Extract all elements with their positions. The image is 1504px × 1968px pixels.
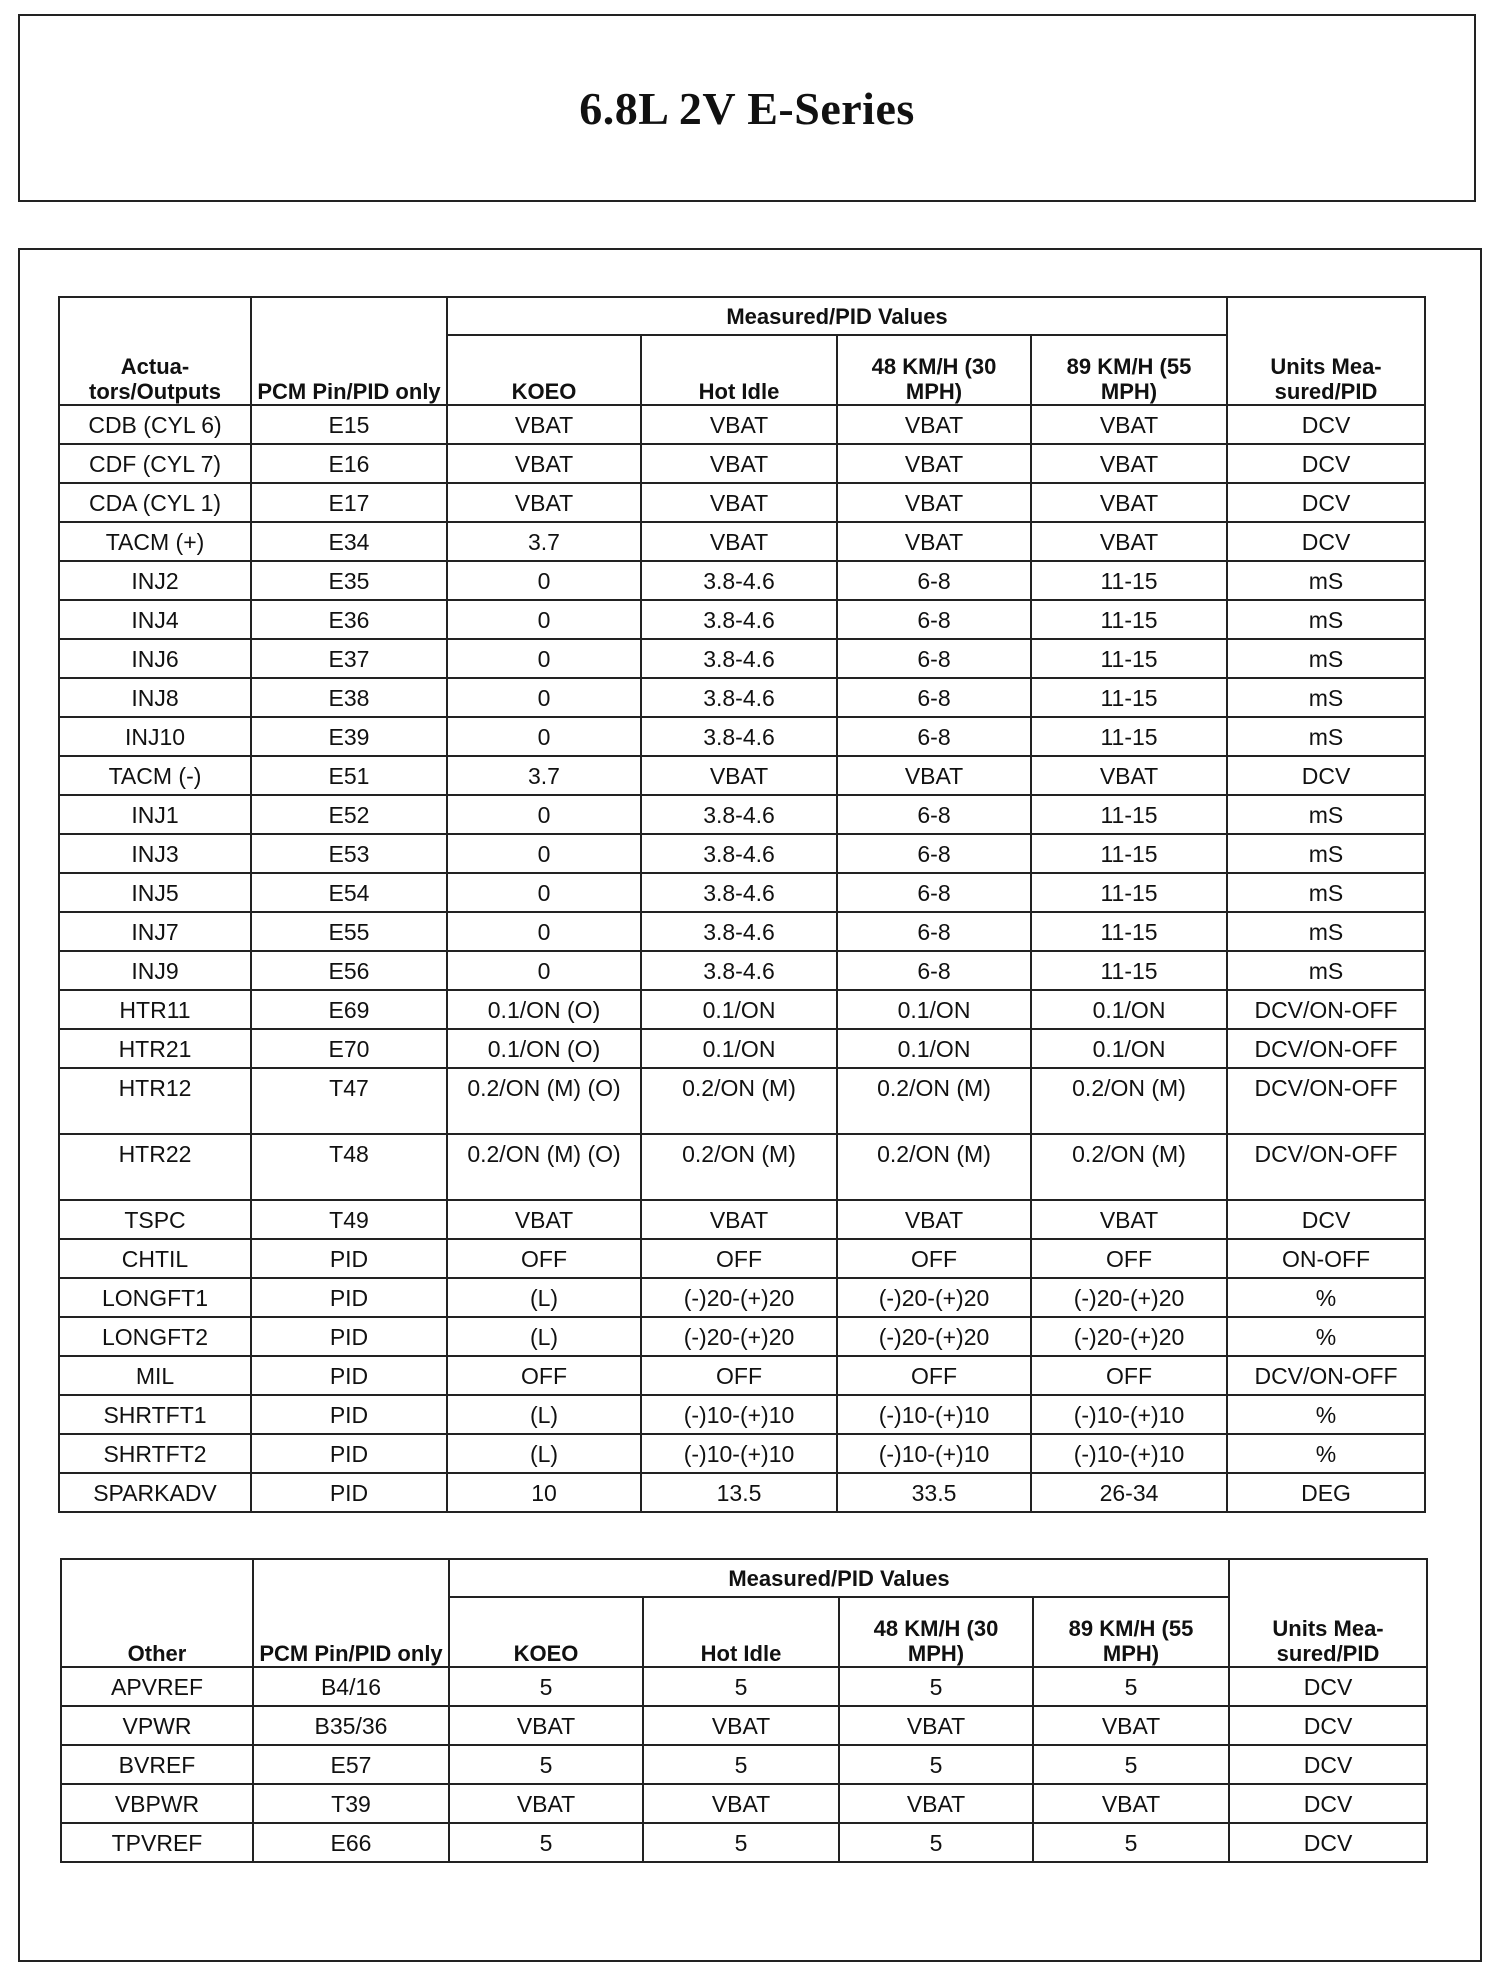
- table-row: [59, 795, 1425, 834]
- table-cell: 3.8-4.6: [641, 678, 837, 717]
- table-cell: (-)20-(+)20: [837, 1317, 1031, 1356]
- table-cell: E15: [251, 405, 447, 444]
- column-header: Hot Idle: [641, 335, 837, 405]
- table-cell: VBAT: [641, 756, 837, 795]
- table-cell: (-)10-(+)10: [641, 1434, 837, 1473]
- table-cell: T39: [253, 1784, 449, 1823]
- table-cell: E52: [251, 795, 447, 834]
- table-row: [59, 756, 1425, 795]
- table-cell: 0.1/ON: [837, 1029, 1031, 1068]
- table-row: [59, 912, 1425, 951]
- table-cell: INJ7: [59, 912, 251, 951]
- table-row: [59, 1473, 1425, 1512]
- table-cell: E66: [253, 1823, 449, 1862]
- table-row: [59, 522, 1425, 561]
- table-cell: VBAT: [837, 483, 1031, 522]
- table-row: [59, 1200, 1425, 1239]
- table-cell: mS: [1227, 639, 1425, 678]
- table-cell: 5: [449, 1667, 643, 1706]
- table-cell: T48: [251, 1134, 447, 1200]
- table-cell: 3.8-4.6: [641, 795, 837, 834]
- table-cell: 0.2/ON (M): [641, 1068, 837, 1134]
- table-cell: CHTIL: [59, 1239, 251, 1278]
- table-cell: 11-15: [1031, 561, 1227, 600]
- table-cell: 5: [449, 1823, 643, 1862]
- column-header: PCM Pin/PID only: [251, 297, 447, 405]
- table-cell: HTR22: [59, 1134, 251, 1200]
- table-cell: 11-15: [1031, 912, 1227, 951]
- table-cell: TACM (+): [59, 522, 251, 561]
- table-cell: (-)10-(+)10: [641, 1395, 837, 1434]
- table-cell: E57: [253, 1745, 449, 1784]
- table-cell: (-)10-(+)10: [837, 1395, 1031, 1434]
- table-cell: 5: [643, 1745, 839, 1784]
- title-box: [18, 14, 1476, 202]
- table-cell: mS: [1227, 795, 1425, 834]
- table-cell: 0.1/ON: [1031, 990, 1227, 1029]
- table-row: [59, 405, 1425, 444]
- table-cell: 33.5: [837, 1473, 1031, 1512]
- table-cell: HTR12: [59, 1068, 251, 1134]
- table-cell: BVREF: [61, 1745, 253, 1784]
- column-header: 89 KM/H (55 MPH): [1033, 1597, 1229, 1667]
- table-cell: 3.8-4.6: [641, 561, 837, 600]
- column-header: Actua-tors/Outputs: [59, 297, 251, 405]
- table-cell: 6-8: [837, 717, 1031, 756]
- other-table: [60, 1558, 1428, 1863]
- table-cell: B35/36: [253, 1706, 449, 1745]
- table-cell: mS: [1227, 678, 1425, 717]
- table-row: [61, 1823, 1427, 1862]
- column-header: Units Mea-sured/PID: [1229, 1559, 1427, 1667]
- table-cell: 11-15: [1031, 873, 1227, 912]
- table-cell: 6-8: [837, 951, 1031, 990]
- table-cell: 3.7: [447, 756, 641, 795]
- column-header: 48 KM/H (30 MPH): [837, 335, 1031, 405]
- table-cell: mS: [1227, 600, 1425, 639]
- table-cell: %: [1227, 1278, 1425, 1317]
- table-row: [59, 1068, 1425, 1134]
- table-cell: PID: [251, 1239, 447, 1278]
- table-cell: DCV: [1227, 483, 1425, 522]
- table-cell: INJ3: [59, 834, 251, 873]
- table-cell: TACM (-): [59, 756, 251, 795]
- table-cell: VBAT: [1031, 756, 1227, 795]
- column-header: Other: [61, 1559, 253, 1667]
- table-row: [59, 678, 1425, 717]
- table-cell: B4/16: [253, 1667, 449, 1706]
- group-header: Measured/PID Values: [449, 1559, 1229, 1597]
- other-table-body: [61, 1667, 1427, 1862]
- table-row: [59, 1317, 1425, 1356]
- table-cell: DCV: [1229, 1706, 1427, 1745]
- table-cell: 5: [839, 1667, 1033, 1706]
- table-cell: 3.8-4.6: [641, 873, 837, 912]
- table-cell: 0.1/ON: [641, 1029, 837, 1068]
- table-cell: DCV: [1229, 1667, 1427, 1706]
- table-cell: VBAT: [447, 1200, 641, 1239]
- content-box: [18, 248, 1482, 1962]
- table-cell: 0: [447, 834, 641, 873]
- table-cell: 3.8-4.6: [641, 834, 837, 873]
- table-row: [61, 1706, 1427, 1745]
- table-cell: APVREF: [61, 1667, 253, 1706]
- table-cell: VBAT: [447, 483, 641, 522]
- column-header: Units Mea-sured/PID: [1227, 297, 1425, 405]
- table-cell: 5: [1033, 1745, 1229, 1784]
- table-cell: VBAT: [641, 1200, 837, 1239]
- table-cell: %: [1227, 1395, 1425, 1434]
- table-cell: 13.5: [641, 1473, 837, 1512]
- table-cell: 0.2/ON (M): [1031, 1134, 1227, 1200]
- table-cell: mS: [1227, 717, 1425, 756]
- table-cell: PID: [251, 1434, 447, 1473]
- table-cell: CDA (CYL 1): [59, 483, 251, 522]
- table-cell: 3.8-4.6: [641, 951, 837, 990]
- table-cell: (-)10-(+)10: [1031, 1434, 1227, 1473]
- table-cell: INJ4: [59, 600, 251, 639]
- table-cell: INJ5: [59, 873, 251, 912]
- table-row: [61, 1667, 1427, 1706]
- actuators-table: [58, 296, 1426, 1513]
- table-cell: OFF: [1031, 1356, 1227, 1395]
- table-cell: DCV: [1229, 1784, 1427, 1823]
- table-cell: %: [1227, 1434, 1425, 1473]
- table-cell: PID: [251, 1356, 447, 1395]
- table-cell: 0: [447, 717, 641, 756]
- table-cell: VBAT: [1031, 483, 1227, 522]
- table-cell: 0: [447, 951, 641, 990]
- table-cell: DEG: [1227, 1473, 1425, 1512]
- group-header: Measured/PID Values: [447, 297, 1227, 335]
- table-cell: VBAT: [643, 1706, 839, 1745]
- table-cell: 6-8: [837, 561, 1031, 600]
- table-cell: 0: [447, 561, 641, 600]
- table-cell: OFF: [447, 1356, 641, 1395]
- table-cell: MIL: [59, 1356, 251, 1395]
- table-cell: VBAT: [839, 1706, 1033, 1745]
- table-cell: DCV/ON-OFF: [1227, 1356, 1425, 1395]
- table-cell: VBAT: [839, 1784, 1033, 1823]
- table-cell: 11-15: [1031, 834, 1227, 873]
- table-cell: TSPC: [59, 1200, 251, 1239]
- table-cell: 6-8: [837, 678, 1031, 717]
- table-cell: 0: [447, 873, 641, 912]
- table-cell: VBAT: [837, 756, 1031, 795]
- table-cell: 11-15: [1031, 951, 1227, 990]
- table-cell: E34: [251, 522, 447, 561]
- table-cell: DCV: [1229, 1745, 1427, 1784]
- table-row: [59, 990, 1425, 1029]
- table-row: [59, 1278, 1425, 1317]
- table-cell: 10: [447, 1473, 641, 1512]
- column-header: PCM Pin/PID only: [253, 1559, 449, 1667]
- table-cell: SPARKADV: [59, 1473, 251, 1512]
- table-row: [59, 561, 1425, 600]
- table-cell: LONGFT1: [59, 1278, 251, 1317]
- table-cell: E17: [251, 483, 447, 522]
- table-cell: VBAT: [641, 522, 837, 561]
- table-cell: DCV: [1229, 1823, 1427, 1862]
- table-cell: OFF: [447, 1239, 641, 1278]
- table-cell: TPVREF: [61, 1823, 253, 1862]
- table-cell: 0.2/ON (M): [1031, 1068, 1227, 1134]
- table-cell: OFF: [641, 1356, 837, 1395]
- table-cell: (L): [447, 1278, 641, 1317]
- table-cell: 6-8: [837, 912, 1031, 951]
- table-cell: (L): [447, 1434, 641, 1473]
- table-cell: INJ1: [59, 795, 251, 834]
- table-cell: 5: [1033, 1823, 1229, 1862]
- column-header: 89 KM/H (55 MPH): [1031, 335, 1227, 405]
- table-cell: (-)20-(+)20: [641, 1317, 837, 1356]
- table-cell: 5: [643, 1667, 839, 1706]
- table-cell: INJ6: [59, 639, 251, 678]
- table-cell: 11-15: [1031, 678, 1227, 717]
- table-cell: E36: [251, 600, 447, 639]
- table-cell: 0: [447, 912, 641, 951]
- table-cell: E54: [251, 873, 447, 912]
- table-cell: OFF: [1031, 1239, 1227, 1278]
- table-cell: 5: [839, 1823, 1033, 1862]
- table-row: [59, 1434, 1425, 1473]
- table-cell: E37: [251, 639, 447, 678]
- table-cell: HTR21: [59, 1029, 251, 1068]
- table-cell: INJ8: [59, 678, 251, 717]
- table-cell: 6-8: [837, 795, 1031, 834]
- table-cell: 5: [449, 1745, 643, 1784]
- table-cell: 3.7: [447, 522, 641, 561]
- table-cell: INJ2: [59, 561, 251, 600]
- table-cell: VBAT: [1031, 405, 1227, 444]
- table-cell: 26-34: [1031, 1473, 1227, 1512]
- table-cell: 11-15: [1031, 639, 1227, 678]
- table-cell: E70: [251, 1029, 447, 1068]
- table-cell: 5: [643, 1823, 839, 1862]
- table-cell: (-)20-(+)20: [641, 1278, 837, 1317]
- table-cell: 0.2/ON (M): [641, 1134, 837, 1200]
- table-cell: 0.1/ON (O): [447, 1029, 641, 1068]
- table-cell: (L): [447, 1317, 641, 1356]
- table-cell: E38: [251, 678, 447, 717]
- table-cell: VPWR: [61, 1706, 253, 1745]
- table-cell: PID: [251, 1395, 447, 1434]
- table-cell: 3.8-4.6: [641, 717, 837, 756]
- table-cell: VBAT: [641, 483, 837, 522]
- column-header: KOEO: [449, 1597, 643, 1667]
- table-cell: 11-15: [1031, 717, 1227, 756]
- table-row: [59, 1395, 1425, 1434]
- table-cell: OFF: [837, 1356, 1031, 1395]
- table-cell: T47: [251, 1068, 447, 1134]
- table-row: [59, 717, 1425, 756]
- table-cell: 5: [839, 1745, 1033, 1784]
- table-row: [59, 1029, 1425, 1068]
- table-cell: E53: [251, 834, 447, 873]
- table-row: [59, 873, 1425, 912]
- table-cell: mS: [1227, 873, 1425, 912]
- table-cell: 0.1/ON (O): [447, 990, 641, 1029]
- table-cell: mS: [1227, 834, 1425, 873]
- table-cell: PID: [251, 1278, 447, 1317]
- table-cell: SHRTFT1: [59, 1395, 251, 1434]
- column-header: 48 KM/H (30 MPH): [839, 1597, 1033, 1667]
- table-cell: 0.2/ON (M) (O): [447, 1134, 641, 1200]
- table-cell: VBPWR: [61, 1784, 253, 1823]
- table-cell: VBAT: [1033, 1706, 1229, 1745]
- table-cell: LONGFT2: [59, 1317, 251, 1356]
- table-cell: %: [1227, 1317, 1425, 1356]
- table-cell: 0.2/ON (M) (O): [447, 1068, 641, 1134]
- table-cell: DCV/ON-OFF: [1227, 1068, 1425, 1134]
- table-cell: 6-8: [837, 600, 1031, 639]
- table-cell: (-)10-(+)10: [837, 1434, 1031, 1473]
- table-cell: DCV: [1227, 1200, 1425, 1239]
- table-cell: VBAT: [1033, 1784, 1229, 1823]
- table-cell: E55: [251, 912, 447, 951]
- table-cell: VBAT: [1031, 522, 1227, 561]
- table-row: [61, 1784, 1427, 1823]
- table-cell: PID: [251, 1473, 447, 1512]
- table-cell: E56: [251, 951, 447, 990]
- table-cell: DCV: [1227, 756, 1425, 795]
- table-cell: DCV/ON-OFF: [1227, 1029, 1425, 1068]
- table-cell: 3.8-4.6: [641, 912, 837, 951]
- table-cell: DCV: [1227, 522, 1425, 561]
- table-cell: 0: [447, 678, 641, 717]
- table-cell: INJ10: [59, 717, 251, 756]
- table-cell: (-)20-(+)20: [1031, 1317, 1227, 1356]
- table-cell: 0.2/ON (M): [837, 1134, 1031, 1200]
- table-cell: mS: [1227, 561, 1425, 600]
- table-cell: SHRTFT2: [59, 1434, 251, 1473]
- table-cell: DCV: [1227, 444, 1425, 483]
- table-cell: DCV/ON-OFF: [1227, 990, 1425, 1029]
- table-cell: VBAT: [447, 444, 641, 483]
- table-cell: VBAT: [837, 1200, 1031, 1239]
- table-cell: E39: [251, 717, 447, 756]
- table-cell: VBAT: [449, 1784, 643, 1823]
- table-cell: HTR11: [59, 990, 251, 1029]
- table-row: [59, 600, 1425, 639]
- table-row: [59, 951, 1425, 990]
- table-cell: DCV/ON-OFF: [1227, 1134, 1425, 1200]
- table-cell: 3.8-4.6: [641, 639, 837, 678]
- table-cell: 0.2/ON (M): [837, 1068, 1031, 1134]
- table-cell: E51: [251, 756, 447, 795]
- table-cell: (-)20-(+)20: [837, 1278, 1031, 1317]
- table-cell: 6-8: [837, 873, 1031, 912]
- table-row: [59, 483, 1425, 522]
- column-header: KOEO: [447, 335, 641, 405]
- table-cell: INJ9: [59, 951, 251, 990]
- table-cell: 0: [447, 639, 641, 678]
- table-cell: VBAT: [837, 444, 1031, 483]
- page-title: 6.8L 2V E-Series: [579, 82, 915, 134]
- table-cell: 6-8: [837, 639, 1031, 678]
- table-cell: 0.1/ON: [837, 990, 1031, 1029]
- table-row: [59, 1356, 1425, 1395]
- table-cell: 11-15: [1031, 600, 1227, 639]
- table-cell: CDF (CYL 7): [59, 444, 251, 483]
- table-cell: E69: [251, 990, 447, 1029]
- table-cell: VBAT: [449, 1706, 643, 1745]
- table-cell: DCV: [1227, 405, 1425, 444]
- table-cell: VBAT: [643, 1784, 839, 1823]
- table-cell: ON-OFF: [1227, 1239, 1425, 1278]
- table-cell: (L): [447, 1395, 641, 1434]
- table-cell: 6-8: [837, 834, 1031, 873]
- table-cell: OFF: [837, 1239, 1031, 1278]
- table-cell: E16: [251, 444, 447, 483]
- table-cell: VBAT: [837, 405, 1031, 444]
- table-cell: (-)20-(+)20: [1031, 1278, 1227, 1317]
- table-cell: OFF: [641, 1239, 837, 1278]
- table-cell: PID: [251, 1317, 447, 1356]
- table-cell: 0: [447, 600, 641, 639]
- table-cell: mS: [1227, 951, 1425, 990]
- table-cell: VBAT: [641, 405, 837, 444]
- column-header: Hot Idle: [643, 1597, 839, 1667]
- table-row: [59, 1134, 1425, 1200]
- table-row: [59, 1239, 1425, 1278]
- table-row: [59, 444, 1425, 483]
- table-cell: mS: [1227, 912, 1425, 951]
- table-cell: VBAT: [837, 522, 1031, 561]
- table-cell: VBAT: [1031, 1200, 1227, 1239]
- table-row: [61, 1745, 1427, 1784]
- table-cell: 11-15: [1031, 795, 1227, 834]
- table-cell: VBAT: [641, 444, 837, 483]
- table-cell: 3.8-4.6: [641, 600, 837, 639]
- table-cell: 0.1/ON: [1031, 1029, 1227, 1068]
- table-row: [59, 639, 1425, 678]
- table-cell: (-)10-(+)10: [1031, 1395, 1227, 1434]
- table-cell: 0: [447, 795, 641, 834]
- table-cell: CDB (CYL 6): [59, 405, 251, 444]
- table-cell: T49: [251, 1200, 447, 1239]
- table-cell: VBAT: [1031, 444, 1227, 483]
- table-row: [59, 834, 1425, 873]
- table-cell: 5: [1033, 1667, 1229, 1706]
- table-cell: E35: [251, 561, 447, 600]
- table-cell: 0.1/ON: [641, 990, 837, 1029]
- actuators-table-body: [59, 405, 1425, 1512]
- table-cell: VBAT: [447, 405, 641, 444]
